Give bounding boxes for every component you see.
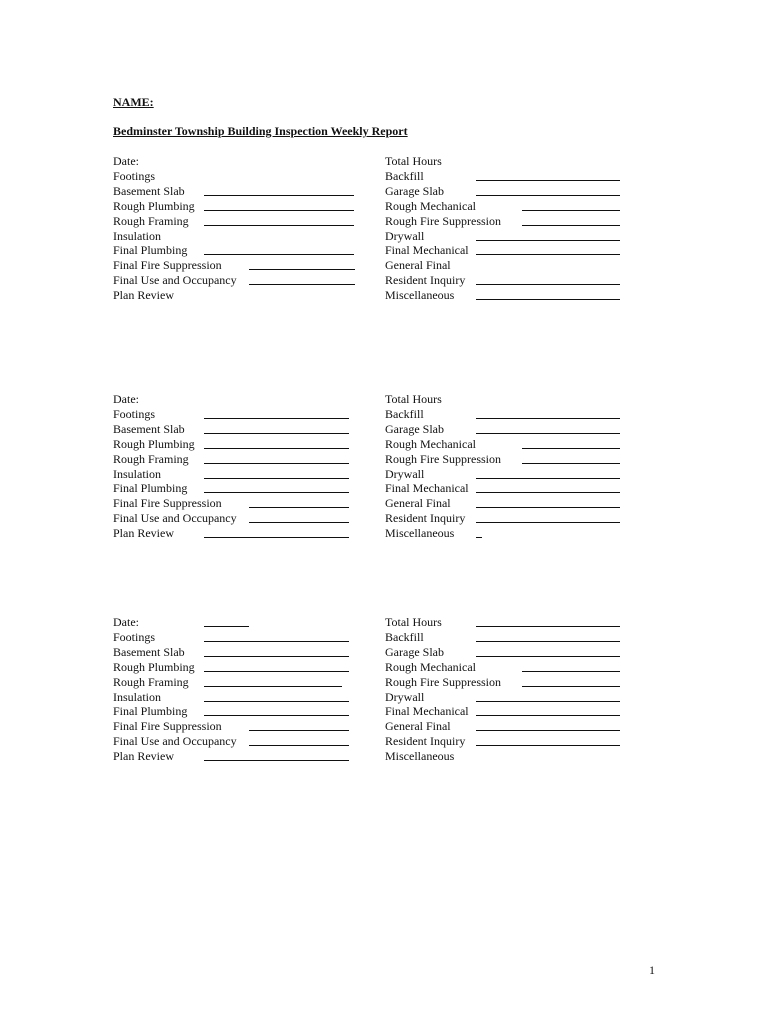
field-label: Final Use and Occupancy xyxy=(113,734,237,749)
field-row-miscellaneous xyxy=(385,749,645,764)
fill-in-blank-line[interactable] xyxy=(476,656,620,657)
field-label: Rough Framing xyxy=(113,213,189,228)
fill-in-blank-line[interactable] xyxy=(249,730,349,731)
field-row-backfill xyxy=(385,630,645,645)
field-row-rough-mechanical xyxy=(385,437,645,452)
field-row-final-fire-suppression xyxy=(113,258,373,273)
field-row-rough-mechanical xyxy=(385,660,645,675)
fill-in-blank-line[interactable] xyxy=(249,507,349,508)
field-row-total-hours xyxy=(385,392,645,407)
field-row-total-hours xyxy=(385,615,645,630)
field-row-final-use-and-occupancy xyxy=(113,734,373,749)
field-row-general-final xyxy=(385,719,645,734)
fill-in-blank-line[interactable] xyxy=(522,210,620,211)
field-label: Insulation xyxy=(113,466,161,481)
field-row-final-mechanical xyxy=(385,704,645,719)
field-row-date xyxy=(113,154,373,169)
field-label: Total Hours xyxy=(385,154,442,168)
field-row-resident-inquiry xyxy=(385,511,645,526)
field-label: Date: xyxy=(113,392,139,406)
field-row-final-mechanical xyxy=(385,243,645,258)
fill-in-blank-line[interactable] xyxy=(476,240,620,241)
field-row-rough-fire-suppression xyxy=(385,214,645,229)
field-row-footings xyxy=(113,630,373,645)
fill-in-blank-line[interactable] xyxy=(249,522,349,523)
field-row-date xyxy=(113,392,373,407)
field-label: Resident Inquiry xyxy=(385,511,466,526)
fill-in-blank-line[interactable] xyxy=(249,284,355,285)
field-label: Final Fire Suppression xyxy=(113,496,222,511)
fill-in-blank-line[interactable] xyxy=(476,522,620,523)
fill-in-blank-line[interactable] xyxy=(204,463,349,464)
field-row-rough-fire-suppression xyxy=(385,452,645,467)
fill-in-blank-line[interactable] xyxy=(204,701,349,702)
fill-in-blank-line[interactable] xyxy=(476,626,620,627)
field-row-insulation xyxy=(113,229,373,244)
field-row-resident-inquiry xyxy=(385,734,645,749)
fill-in-blank-line[interactable] xyxy=(522,671,620,672)
field-label: Drywall xyxy=(385,466,425,481)
field-row-drywall xyxy=(385,229,645,244)
fill-in-blank-line[interactable] xyxy=(204,715,349,716)
field-label: Miscellaneous xyxy=(385,526,455,541)
fill-in-blank-line[interactable] xyxy=(204,448,349,449)
field-label: Rough Fire Suppression xyxy=(385,213,502,228)
fill-in-blank-line[interactable] xyxy=(476,492,620,493)
field-label: Basement Slab xyxy=(113,183,185,198)
fill-in-blank-line[interactable] xyxy=(476,195,620,196)
field-label: Plan Review xyxy=(113,288,174,303)
fill-in-blank-line[interactable] xyxy=(476,730,620,731)
fill-in-blank-line[interactable] xyxy=(204,492,349,493)
fill-in-blank-line[interactable] xyxy=(476,478,620,479)
field-label: Final Use and Occupancy xyxy=(113,511,237,526)
field-label: Final Fire Suppression xyxy=(113,719,222,734)
field-label: Insulation xyxy=(113,228,161,243)
field-row-drywall xyxy=(385,690,645,705)
field-label: Plan Review xyxy=(113,749,174,764)
fill-in-blank-line[interactable] xyxy=(476,701,620,702)
fill-in-blank-line[interactable] xyxy=(204,478,349,479)
fill-in-blank-line[interactable] xyxy=(476,299,620,300)
fill-in-blank-line[interactable] xyxy=(249,269,355,270)
fill-in-blank-line[interactable] xyxy=(476,254,620,255)
field-row-footings xyxy=(113,169,373,184)
field-label: Rough Framing xyxy=(113,674,189,689)
field-row-rough-plumbing xyxy=(113,437,373,452)
field-row-rough-mechanical xyxy=(385,199,645,214)
fill-in-blank-line[interactable] xyxy=(476,537,482,538)
field-row-rough-framing xyxy=(113,214,373,229)
field-row-insulation xyxy=(113,690,373,705)
field-label: Rough Fire Suppression xyxy=(385,674,502,689)
field-row-rough-framing xyxy=(113,675,373,690)
report-title: Bedminster Township Building Inspection Weekly Report xyxy=(113,124,408,138)
fill-in-blank-line[interactable] xyxy=(204,210,354,211)
field-label: Resident Inquiry xyxy=(385,273,466,288)
field-row-rough-framing xyxy=(113,452,373,467)
field-label: Rough Plumbing xyxy=(113,659,195,674)
fill-in-blank-line[interactable] xyxy=(204,418,349,419)
fill-in-blank-line[interactable] xyxy=(204,254,354,255)
fill-in-blank-line[interactable] xyxy=(476,507,620,508)
field-label: Basement Slab xyxy=(113,421,185,436)
fill-in-blank-line[interactable] xyxy=(476,745,620,746)
fill-in-blank-line[interactable] xyxy=(204,195,354,196)
field-label: Footings xyxy=(113,629,156,644)
field-label: Insulation xyxy=(113,689,161,704)
fill-in-blank-line[interactable] xyxy=(204,626,249,627)
field-row-final-fire-suppression xyxy=(113,496,373,511)
fill-in-blank-line[interactable] xyxy=(204,537,349,538)
field-row-garage-slab xyxy=(385,422,645,437)
field-label: Final Mechanical xyxy=(385,243,469,258)
field-label: Total Hours xyxy=(385,392,442,406)
field-row-final-fire-suppression xyxy=(113,719,373,734)
field-label: Final Plumbing xyxy=(113,481,188,496)
field-row-total-hours xyxy=(385,154,645,169)
field-label: General Final xyxy=(385,258,451,273)
field-row-basement-slab xyxy=(113,422,373,437)
field-row-rough-plumbing xyxy=(113,660,373,675)
fill-in-blank-line[interactable] xyxy=(522,463,620,464)
field-row-garage-slab xyxy=(385,645,645,660)
field-label: Footings xyxy=(113,406,156,421)
field-label: Miscellaneous xyxy=(385,288,455,303)
field-row-miscellaneous xyxy=(385,526,645,541)
fill-in-blank-line[interactable] xyxy=(476,715,620,716)
field-label: Rough Mechanical xyxy=(385,198,476,213)
field-label: Basement Slab xyxy=(113,644,185,659)
field-label: General Final xyxy=(385,496,451,511)
field-label: Final Plumbing xyxy=(113,704,188,719)
field-row-resident-inquiry xyxy=(385,273,645,288)
field-row-date xyxy=(113,615,373,630)
field-label: Plan Review xyxy=(113,526,174,541)
field-row-insulation xyxy=(113,467,373,482)
field-row-final-plumbing xyxy=(113,704,373,719)
field-label: Final Use and Occupancy xyxy=(113,273,237,288)
fill-in-blank-line[interactable] xyxy=(476,284,620,285)
fill-in-blank-line[interactable] xyxy=(522,448,620,449)
field-row-miscellaneous xyxy=(385,288,645,303)
field-row-footings xyxy=(113,407,373,422)
field-row-final-plumbing xyxy=(113,243,373,258)
field-label: Drywall xyxy=(385,228,425,243)
page-number: 1 xyxy=(649,963,655,977)
field-label: Garage Slab xyxy=(385,421,444,436)
field-row-plan-review xyxy=(113,749,373,764)
fill-in-blank-line[interactable] xyxy=(249,745,349,746)
field-row-final-use-and-occupancy xyxy=(113,273,373,288)
field-label: Backfill xyxy=(385,168,424,183)
field-label: Date: xyxy=(113,154,139,168)
field-row-final-use-and-occupancy xyxy=(113,511,373,526)
field-row-plan-review xyxy=(113,526,373,541)
field-label: General Final xyxy=(385,719,451,734)
field-label: Final Mechanical xyxy=(385,481,469,496)
field-row-rough-plumbing xyxy=(113,199,373,214)
fill-in-blank-line[interactable] xyxy=(522,686,620,687)
field-label: Rough Plumbing xyxy=(113,436,195,451)
field-label: Resident Inquiry xyxy=(385,734,466,749)
field-row-general-final xyxy=(385,258,645,273)
field-row-backfill xyxy=(385,407,645,422)
fill-in-blank-line[interactable] xyxy=(204,760,349,761)
fill-in-blank-line[interactable] xyxy=(204,641,349,642)
field-label: Rough Mechanical xyxy=(385,659,476,674)
field-label: Date: xyxy=(113,615,139,629)
fill-in-blank-line[interactable] xyxy=(476,418,620,419)
field-row-general-final xyxy=(385,496,645,511)
fill-in-blank-line[interactable] xyxy=(204,686,342,687)
fill-in-blank-line[interactable] xyxy=(204,433,349,434)
field-label: Drywall xyxy=(385,689,425,704)
field-label: Garage Slab xyxy=(385,183,444,198)
field-row-rough-fire-suppression xyxy=(385,675,645,690)
field-row-basement-slab xyxy=(113,645,373,660)
fill-in-blank-line[interactable] xyxy=(204,225,354,226)
field-label: Rough Mechanical xyxy=(385,436,476,451)
field-label: Rough Plumbing xyxy=(113,198,195,213)
field-row-final-mechanical xyxy=(385,481,645,496)
fill-in-blank-line[interactable] xyxy=(476,641,620,642)
field-label: Backfill xyxy=(385,406,424,421)
field-row-basement-slab xyxy=(113,184,373,199)
fill-in-blank-line[interactable] xyxy=(476,433,620,434)
field-row-backfill xyxy=(385,169,645,184)
field-label: Final Fire Suppression xyxy=(113,258,222,273)
field-label: Final Plumbing xyxy=(113,243,188,258)
field-label: Total Hours xyxy=(385,615,442,629)
fill-in-blank-line[interactable] xyxy=(204,671,349,672)
field-row-final-plumbing xyxy=(113,481,373,496)
fill-in-blank-line[interactable] xyxy=(476,180,620,181)
field-label: Final Mechanical xyxy=(385,704,469,719)
field-row-drywall xyxy=(385,467,645,482)
field-label: Garage Slab xyxy=(385,644,444,659)
field-row-garage-slab xyxy=(385,184,645,199)
field-label: Backfill xyxy=(385,629,424,644)
fill-in-blank-line[interactable] xyxy=(522,225,620,226)
field-label: Rough Framing xyxy=(113,451,189,466)
field-label: Rough Fire Suppression xyxy=(385,451,502,466)
field-label: Footings xyxy=(113,168,156,183)
field-label: Miscellaneous xyxy=(385,749,455,764)
fill-in-blank-line[interactable] xyxy=(204,656,349,657)
field-row-plan-review xyxy=(113,288,373,303)
name-label: NAME: xyxy=(113,95,154,109)
